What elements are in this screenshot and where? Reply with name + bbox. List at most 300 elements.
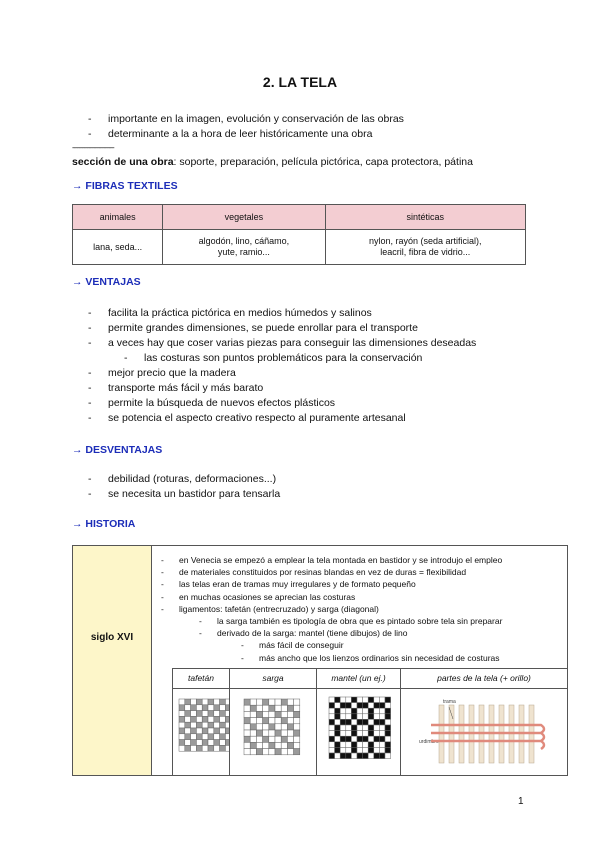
weave-cell-square [256,724,262,730]
weave-cell-square [357,703,363,709]
weave-cell-square [287,749,293,755]
weave-cell-square [346,742,352,748]
weave-cell-square [179,699,185,705]
weave-cell-square [346,714,352,720]
weave-cell-square [335,725,341,731]
weave-cell-square [179,745,185,751]
weave-cell-square [208,711,214,717]
weave-cell-square [294,711,300,717]
weave-cell-square [368,714,374,720]
weave-cell-square [329,742,335,748]
list-item: - determinante a la a hora de leer históricamente una obra [88,127,404,142]
weave-cell-square [208,734,214,740]
weave-cell-square [363,753,369,759]
list-subsubitem: - más fácil de conseguir [241,639,502,651]
weave-cell-square [351,731,357,737]
weave-cell-square [281,718,287,724]
weave-cell-square [214,734,220,740]
weave-cell-square [368,719,374,725]
weave-cell-square [214,711,220,717]
weave-cell-square [287,736,293,742]
weave-cell-square [269,705,275,711]
weave-cell-square [275,742,281,748]
weave-cell-square [191,734,197,740]
list-item: - se necesita un bastidor para tensarla [88,487,280,502]
weave-cell-square [351,747,357,753]
table-cell [325,230,525,265]
diagram-line [431,741,544,749]
period-label: siglo XVI [90,632,134,643]
tafetan-pattern [173,689,229,775]
weave-cell-square [357,697,363,703]
weave-cell-square [196,722,202,728]
weave-cell-square [202,716,208,722]
weave-cell-square [294,749,300,755]
weave-cell-square [244,730,250,736]
historia-table [72,545,568,776]
weave-cell-square [214,728,220,734]
weave-cell-square [294,724,300,730]
seccion-line [72,156,473,168]
weave-cell-square [220,740,226,746]
weave-cell-square [351,697,357,703]
mantel-pattern [317,689,400,775]
weave-cell-square [351,725,357,731]
weave-label: mantel (un ej.) [317,669,400,689]
weave-cell-square [214,740,220,746]
ventajas-heading: → VENTAJAS [72,276,141,288]
weave-cell-square [287,724,293,730]
weave-cell-square [244,705,250,711]
weave-cell-square [357,725,363,731]
weave-label: sarga [230,669,316,689]
weave-cell-square [191,722,197,728]
weave-cell-square [374,697,380,703]
weave-cell-square [250,730,256,736]
list-item: - debilidad (roturas, deformaciones...) [88,472,280,487]
weave-cell-square [379,736,385,742]
weave-cell-square [250,749,256,755]
desventajas-list [88,472,280,502]
weave-cell-square [379,719,385,725]
weave-cell-square [340,742,346,748]
weave-cell-square [329,697,335,703]
weave-cell-square [374,742,380,748]
table-cell [73,230,163,265]
weave-cell-square [202,734,208,740]
weave-cell-square [191,716,197,722]
weave-cell-square [379,747,385,753]
weave-cell-square [351,708,357,714]
weave-cell-square [379,703,385,709]
weave-cell-square [256,736,262,742]
weave-cell-square [340,697,346,703]
weave-cell-square [374,725,380,731]
fibras-heading: → FIBRAS TEXTILES [72,180,178,192]
weave-cell-square [379,708,385,714]
weave-cell-square [191,728,197,734]
weave-cell-square [329,736,335,742]
list-subitem: - derivado de la sarga: mantel (tiene dibujos) de lino [199,627,502,639]
weave-cell-square [335,731,341,737]
weave-cell-square [225,722,229,728]
list-item: - se potencia el aspecto creativo respecto al puramente artesanal [88,411,476,426]
weave-cell-square [281,711,287,717]
weave-cell-square [351,736,357,742]
weave-cell-square [346,697,352,703]
weave-cell-square [374,714,380,720]
weave-cell-square [196,716,202,722]
weave-cell-square [244,724,250,730]
weave-cell-square [250,724,256,730]
weave-cell-square [220,734,226,740]
weave-cell-square [346,719,352,725]
weave-cell-square [225,745,229,751]
weave-cell-square [220,745,226,751]
weave-cell-square [340,719,346,725]
weave-cell-square [214,745,220,751]
ventajas-list [88,306,476,426]
weave-cell-square [340,731,346,737]
weave-cell-square [368,753,374,759]
weave-cell-square [329,708,335,714]
list-item: - importante en la imagen, evolución y conservación de las obras [88,112,404,127]
weave-cell-square [250,718,256,724]
weave-cell-square [208,745,214,751]
weave-cell-square [269,749,275,755]
weave-cell-square [179,705,185,711]
weave-cell-square [385,697,391,703]
sarga-pattern [230,689,316,775]
weave-cell-square [179,734,185,740]
weave-cell-square [263,711,269,717]
weave-cell-square [346,747,352,753]
weave-cell-square [269,724,275,730]
weave-cell-square [179,740,185,746]
weave-cell-square [368,697,374,703]
weave-cell-square [263,749,269,755]
weave-label: partes de la tela (+ orillo) [401,669,567,689]
weave-cell-square [281,749,287,755]
list-item: - en muchas ocasiones se aprecian las costuras [161,591,502,603]
weave-cell-square [196,699,202,705]
weave-cell-square [357,719,363,725]
weave-cell-square [374,703,380,709]
weave-cell-square [220,699,226,705]
table-header: sintéticas [325,205,525,230]
weave-cell-square [385,708,391,714]
weave-cell [317,669,401,776]
weave-cell-square [329,747,335,753]
seccion-label: sección de una obra [72,156,174,168]
weave-cell-square [351,714,357,720]
weave-cell-square [385,753,391,759]
desventajas-heading: → DESVENTAJAS [72,444,163,456]
weave-cell-square [263,730,269,736]
weave-cell-square [335,714,341,720]
weave-cell-square [179,711,185,717]
weave-cell-square [340,736,346,742]
list-subitem: - la sarga también es tipología de obra que es pintado sobre tela sin preparar [199,615,502,627]
weave-cell-square [287,711,293,717]
weave-cell-square [335,747,341,753]
weave-cell-square [346,725,352,731]
weave-cell-square [351,753,357,759]
weave-cell-square [208,699,214,705]
weave-cell-square [256,749,262,755]
weave-cell-square [329,725,335,731]
weave-cell-square [269,736,275,742]
weave-cell-square [256,711,262,717]
weave-cell-square [363,719,369,725]
weave-cell-square [281,699,287,705]
weave-label: tafetán [173,669,229,689]
fibras-table [72,204,526,265]
weave-cell-square [385,747,391,753]
weave-cell-square [363,742,369,748]
weave-cell-square [335,742,341,748]
list-item: - mejor precio que la madera [88,366,476,381]
weave-cell-square [185,699,191,705]
period-cell [73,546,152,775]
weave-cell-square [244,736,250,742]
weave-cell-square [346,708,352,714]
weave-cell-square [363,697,369,703]
weave-cell-square [281,742,287,748]
weave-cell-square [346,736,352,742]
weave-cell-square [185,745,191,751]
diagram-label: trama [443,699,456,705]
weave-cell-square [329,703,335,709]
weave-cell-square [225,740,229,746]
weave-cell-square [202,740,208,746]
weave-cell-square [357,742,363,748]
weave-cell-square [269,730,275,736]
weave-cell-square [385,736,391,742]
weave-cell-square [374,708,380,714]
weave-cell-square [196,734,202,740]
weave-cell-square [208,740,214,746]
weave-cell-square [225,711,229,717]
historia-heading: → HISTORIA [72,518,136,530]
weave-cell-square [214,716,220,722]
weave-cell-square [363,731,369,737]
weave-cell-square [256,730,262,736]
weave-cell-square [351,742,357,748]
weave-cell-square [191,711,197,717]
weave-cell-square [244,711,250,717]
weave-cell-square [335,736,341,742]
weave-cell-square [179,716,185,722]
weave-cell-square [256,718,262,724]
weave-cell-square [335,753,341,759]
weave-cell-square [196,740,202,746]
weave-cell-square [263,718,269,724]
weave-cell-square [294,730,300,736]
weave-cell-square [214,705,220,711]
weave-cell-square [340,747,346,753]
intro-list [88,112,404,142]
weave-cell-square [368,747,374,753]
weave-cell-square [214,699,220,705]
weave-cell-square [287,730,293,736]
weave-cell-square [379,753,385,759]
weave-cell-square [191,740,197,746]
weave-cell-square [329,731,335,737]
weave-cell-square [225,705,229,711]
weave-cell-square [346,753,352,759]
weave-cell-square [379,697,385,703]
table-header: vegetales [163,205,325,230]
weave-cell-square [357,708,363,714]
list-item: - transporte más fácil y más barato [88,381,476,396]
weave-cell-square [244,742,250,748]
weave-cell-square [368,708,374,714]
weave-cell-square [340,703,346,709]
weave-cell-square [250,742,256,748]
weave-cell-square [329,753,335,759]
weave-cell-square [208,705,214,711]
weave-cell [230,669,317,776]
seccion-text: : soporte, preparación, película pictórica, capa protectora, pátina [173,156,473,168]
list-item: - facilita la práctica pictórica en medios húmedos y salinos [88,306,476,321]
weave-cell-square [363,708,369,714]
weave-cell-square [202,728,208,734]
weave-cell-square [335,703,341,709]
weave-cell-square [185,716,191,722]
table-cell [163,230,325,265]
weave-cell-square [275,749,281,755]
weave-cell-square [346,731,352,737]
weave-cell-square [368,731,374,737]
weave-cell-square [275,730,281,736]
weave-cell-square [275,705,281,711]
weave-cell-square [368,736,374,742]
weave-cell-square [196,711,202,717]
weave-cell-square [287,705,293,711]
weave-cell-square [220,716,226,722]
weave-cell-square [294,699,300,705]
weave-cell-square [256,742,262,748]
weave-cell-square [269,718,275,724]
weave-cell-square [374,731,380,737]
weave-cell-square [357,731,363,737]
weave-cell-square [256,705,262,711]
weave-cell-square [196,705,202,711]
weave-cell-square [256,699,262,705]
weave-cell-square [225,728,229,734]
cell-text: algodón, lino, cáñamo, [198,236,290,246]
list-item: - a veces hay que coser varias piezas para conseguir las dimensiones deseadas [88,336,476,351]
historia-list [161,554,502,664]
weave-cell-square [179,722,185,728]
weave-cell-square [244,699,250,705]
weave-cell-square [385,703,391,709]
weave-cell-square [340,753,346,759]
weave-cell-square [179,728,185,734]
weave-cell-square [329,719,335,725]
weave-cell [172,669,230,776]
cell-text: nylon, rayón (seda artificial), [368,236,482,246]
weave-cell-square [363,747,369,753]
weave-cell-square [263,736,269,742]
weaves-table [172,668,568,776]
weave-cell-square [281,724,287,730]
weave-cell-square [379,725,385,731]
table-header: animales [73,205,163,230]
weave-cell-square [185,728,191,734]
weave-cell-square [250,736,256,742]
weave-cell-square [202,745,208,751]
weave-cell-square [287,742,293,748]
weave-cell-square [263,699,269,705]
weave-cell-square [374,747,380,753]
weave-cell-square [374,736,380,742]
weave-cell-square [357,714,363,720]
weave-cell-square [294,718,300,724]
weave-cell-square [263,724,269,730]
weave-cell-square [368,703,374,709]
weave-cell-square [225,716,229,722]
weave-cell-square [363,714,369,720]
weave-cell-square [329,714,335,720]
weave-cell-square [351,703,357,709]
weave-cell-square [385,719,391,725]
weave-cell-square [335,708,341,714]
weave-cell-square [208,722,214,728]
weave-cell-square [202,722,208,728]
weave-cell-square [357,747,363,753]
weave-cell-square [208,728,214,734]
weave-cell-square [202,699,208,705]
list-item: - ligamentos: tafetán (entrecruzado) y sarga (diagonal) [161,603,502,615]
weave-cell-square [368,742,374,748]
weave-cell-square [385,714,391,720]
weave-cell-square [351,719,357,725]
weave-cell-square [281,736,287,742]
weave-cell-square [363,736,369,742]
weave-cell-square [379,714,385,720]
weave-cell-square [269,742,275,748]
weave-cell-square [357,736,363,742]
weave-cell-square [250,705,256,711]
list-item-continued: - de materiales constituidos por resinas blandas en vez de duras = flexibilidad [161,566,502,578]
weave-cell-square [357,753,363,759]
weave-cell-square [196,728,202,734]
weave-cell-square [185,705,191,711]
weave-cell-square [340,714,346,720]
weave-cell-square [202,705,208,711]
dash-separator: ------------------------- [72,143,114,152]
weave-cell-square [225,699,229,705]
weave-cell-square [275,711,281,717]
list-item: - las telas eran de tramas muy irregulares y de formato pequeño [161,578,502,590]
weave-cell-square [191,705,197,711]
weave-cell-square [335,697,341,703]
cell-text: lana, seda... [93,241,143,252]
diagram-label: urdimbre [419,739,439,745]
weave-cell-square [294,705,300,711]
list-item: - permite grandes dimensiones, se puede enrollar para el transporte [88,321,476,336]
weave-cell-square [185,711,191,717]
weave-cell-square [185,740,191,746]
weave-cell-square [263,742,269,748]
cell-text: leacril, fibra de vidrio... [380,247,471,257]
weave-cell-square [220,722,226,728]
weave-cell-square [340,725,346,731]
weave-cell-square [185,722,191,728]
weave-cell-square [220,705,226,711]
